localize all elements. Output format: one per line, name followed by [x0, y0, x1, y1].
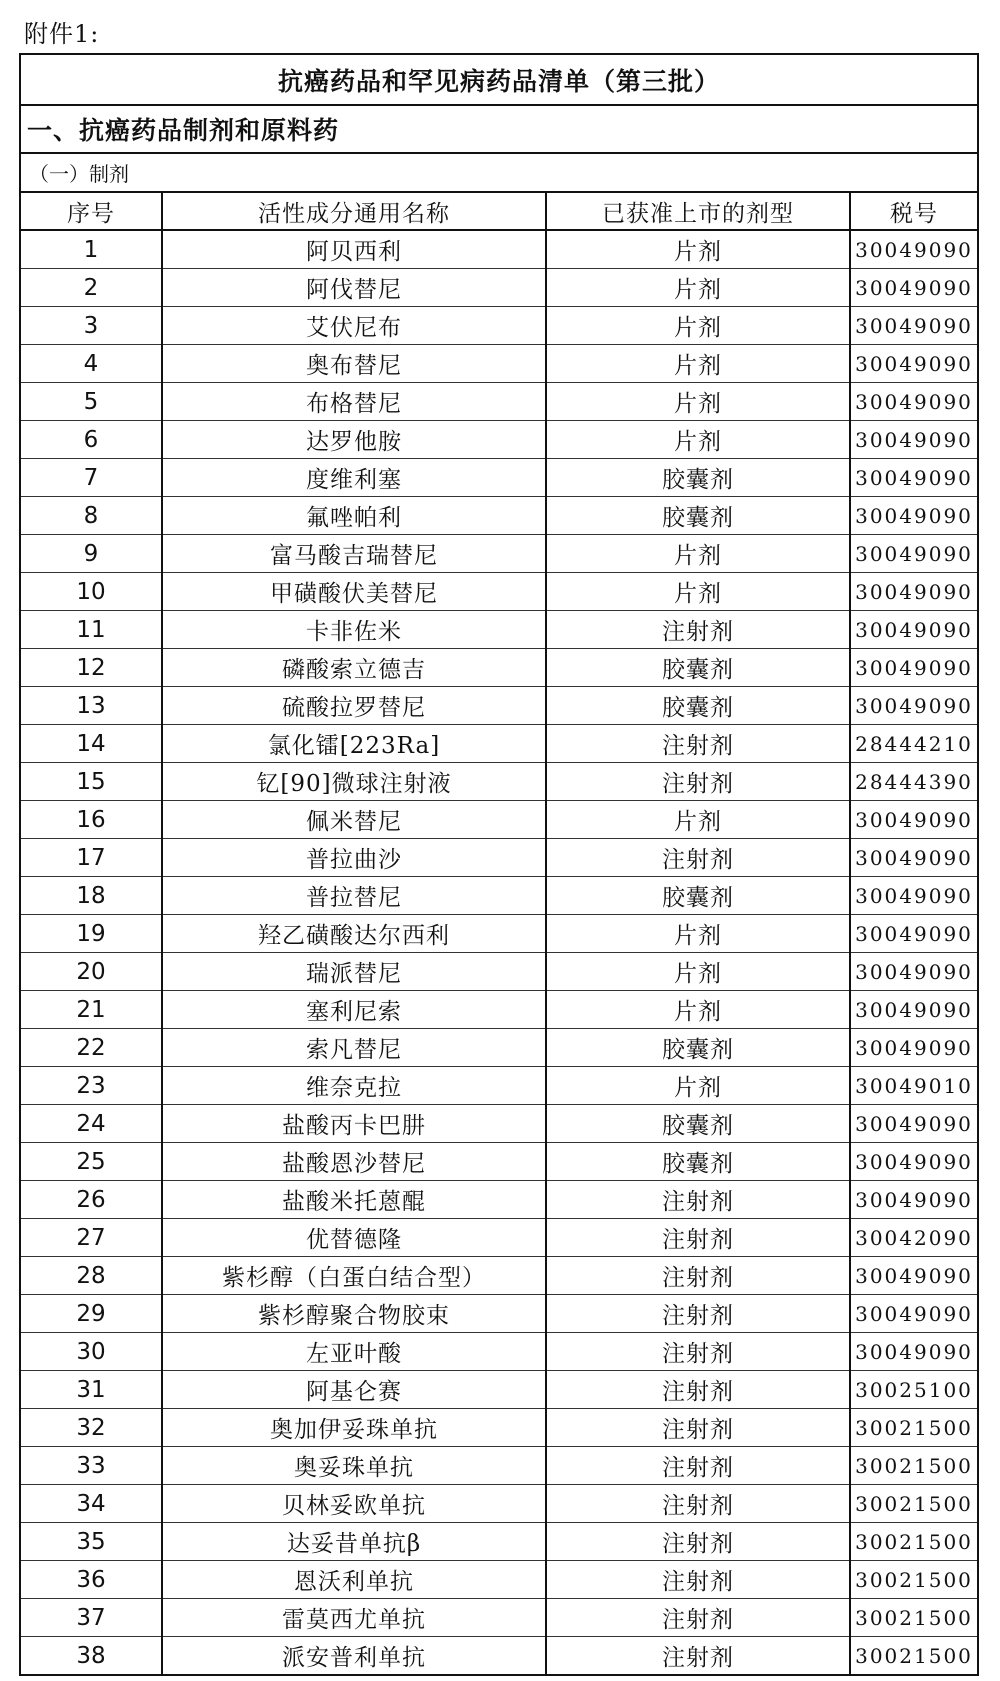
cell-dosage-form: 注射剂: [546, 763, 850, 801]
cell-no: 35: [21, 1523, 162, 1561]
cell-dosage-form: 片剂: [546, 991, 850, 1029]
cell-dosage-form: 注射剂: [546, 1485, 850, 1523]
cell-tax-code: 30049090: [850, 1181, 977, 1219]
drug-table: [21, 193, 977, 1674]
cell-active-ingredient: 维奈克拉: [162, 1067, 546, 1105]
cell-active-ingredient: 奥布替尼: [162, 345, 546, 383]
table-header-row: [21, 193, 977, 230]
cell-active-ingredient: 达妥昔单抗β: [162, 1523, 546, 1561]
table-row: [21, 1105, 977, 1143]
cell-dosage-form: 胶囊剂: [546, 1029, 850, 1067]
cell-dosage-form: 片剂: [546, 1067, 850, 1105]
cell-no: 22: [21, 1029, 162, 1067]
subsection-heading: （一）制剂: [21, 154, 977, 193]
table-row: [21, 839, 977, 877]
cell-no: 12: [21, 649, 162, 687]
cell-dosage-form: 片剂: [546, 535, 850, 573]
table-row: [21, 1143, 977, 1181]
cell-tax-code: 30049090: [850, 383, 977, 421]
table-row: [21, 1485, 977, 1523]
cell-dosage-form: 注射剂: [546, 1523, 850, 1561]
cell-dosage-form: 注射剂: [546, 611, 850, 649]
table-row: [21, 1447, 977, 1485]
cell-active-ingredient: 钇[90]微球注射液: [162, 763, 546, 801]
table-row: [21, 725, 977, 763]
table-row: [21, 1257, 977, 1295]
table-row: [21, 649, 977, 687]
cell-tax-code: 28444210: [850, 725, 977, 763]
drug-list-sheet: [19, 53, 979, 1676]
table-row: [21, 763, 977, 801]
cell-active-ingredient: 阿伐替尼: [162, 269, 546, 307]
cell-no: 1: [21, 230, 162, 269]
cell-no: 7: [21, 459, 162, 497]
cell-dosage-form: 注射剂: [546, 1561, 850, 1599]
cell-active-ingredient: 富马酸吉瑞替尼: [162, 535, 546, 573]
cell-tax-code: 30021500: [850, 1523, 977, 1561]
cell-tax-code: 30049010: [850, 1067, 977, 1105]
cell-tax-code: 30021500: [850, 1599, 977, 1637]
table-row: [21, 1523, 977, 1561]
cell-tax-code: 30021500: [850, 1561, 977, 1599]
attachment-label: 附件1:: [24, 20, 100, 48]
cell-active-ingredient: 雷莫西尤单抗: [162, 1599, 546, 1637]
cell-no: 2: [21, 269, 162, 307]
table-row: [21, 1637, 977, 1675]
cell-dosage-form: 注射剂: [546, 1257, 850, 1295]
table-row: [21, 269, 977, 307]
cell-active-ingredient: 盐酸恩沙替尼: [162, 1143, 546, 1181]
table-row: [21, 307, 977, 345]
cell-no: 16: [21, 801, 162, 839]
table-row: [21, 687, 977, 725]
cell-no: 24: [21, 1105, 162, 1143]
cell-no: 5: [21, 383, 162, 421]
table-row: [21, 1067, 977, 1105]
cell-tax-code: 30049090: [850, 1029, 977, 1067]
cell-dosage-form: 注射剂: [546, 725, 850, 763]
cell-tax-code: 30049090: [850, 953, 977, 991]
cell-dosage-form: 片剂: [546, 345, 850, 383]
table-row: [21, 915, 977, 953]
table-row: [21, 1409, 977, 1447]
cell-active-ingredient: 佩米替尼: [162, 801, 546, 839]
cell-tax-code: 30049090: [850, 687, 977, 725]
cell-dosage-form: 注射剂: [546, 1447, 850, 1485]
cell-dosage-form: 片剂: [546, 915, 850, 953]
table-row: [21, 801, 977, 839]
cell-active-ingredient: 普拉曲沙: [162, 839, 546, 877]
cell-no: 29: [21, 1295, 162, 1333]
cell-tax-code: 30049090: [850, 611, 977, 649]
cell-active-ingredient: 甲磺酸伏美替尼: [162, 573, 546, 611]
cell-dosage-form: 胶囊剂: [546, 687, 850, 725]
cell-tax-code: 30049090: [850, 1143, 977, 1181]
cell-tax-code: 30049090: [850, 1295, 977, 1333]
cell-no: 31: [21, 1371, 162, 1409]
cell-active-ingredient: 盐酸丙卡巴肼: [162, 1105, 546, 1143]
cell-tax-code: 30049090: [850, 991, 977, 1029]
column-header-name: 活性成分通用名称: [162, 193, 546, 230]
cell-tax-code: 30049090: [850, 649, 977, 687]
cell-active-ingredient: 瑞派替尼: [162, 953, 546, 991]
cell-no: 18: [21, 877, 162, 915]
table-row: [21, 497, 977, 535]
cell-active-ingredient: 卡非佐米: [162, 611, 546, 649]
cell-no: 20: [21, 953, 162, 991]
cell-active-ingredient: 羟乙磺酸达尔西利: [162, 915, 546, 953]
cell-no: 36: [21, 1561, 162, 1599]
cell-dosage-form: 注射剂: [546, 839, 850, 877]
cell-tax-code: 30049090: [850, 1257, 977, 1295]
cell-tax-code: 30021500: [850, 1485, 977, 1523]
cell-active-ingredient: 塞利尼索: [162, 991, 546, 1029]
table-row: [21, 1295, 977, 1333]
cell-dosage-form: 注射剂: [546, 1219, 850, 1257]
cell-dosage-form: 注射剂: [546, 1181, 850, 1219]
cell-tax-code: 30049090: [850, 497, 977, 535]
cell-tax-code: 30049090: [850, 421, 977, 459]
cell-tax-code: 30049090: [850, 915, 977, 953]
cell-no: 10: [21, 573, 162, 611]
cell-no: 27: [21, 1219, 162, 1257]
cell-no: 3: [21, 307, 162, 345]
cell-dosage-form: 片剂: [546, 383, 850, 421]
cell-no: 23: [21, 1067, 162, 1105]
table-row: [21, 1599, 977, 1637]
column-header-no: 序号: [21, 193, 162, 230]
cell-no: 21: [21, 991, 162, 1029]
cell-dosage-form: 注射剂: [546, 1333, 850, 1371]
table-row: [21, 230, 977, 269]
cell-no: 19: [21, 915, 162, 953]
table-row: [21, 877, 977, 915]
table-row: [21, 573, 977, 611]
cell-active-ingredient: 奥妥珠单抗: [162, 1447, 546, 1485]
cell-tax-code: 30042090: [850, 1219, 977, 1257]
cell-active-ingredient: 左亚叶酸: [162, 1333, 546, 1371]
cell-tax-code: 28444390: [850, 763, 977, 801]
cell-active-ingredient: 普拉替尼: [162, 877, 546, 915]
table-row: [21, 953, 977, 991]
cell-active-ingredient: 优替德隆: [162, 1219, 546, 1257]
cell-dosage-form: 片剂: [546, 573, 850, 611]
cell-dosage-form: 注射剂: [546, 1599, 850, 1637]
table-row: [21, 991, 977, 1029]
cell-no: 33: [21, 1447, 162, 1485]
cell-no: 17: [21, 839, 162, 877]
table-body: [21, 230, 977, 1674]
cell-active-ingredient: 达罗他胺: [162, 421, 546, 459]
table-row: [21, 611, 977, 649]
cell-no: 14: [21, 725, 162, 763]
cell-tax-code: 30049090: [850, 345, 977, 383]
cell-no: 4: [21, 345, 162, 383]
cell-active-ingredient: 硫酸拉罗替尼: [162, 687, 546, 725]
cell-tax-code: 30049090: [850, 573, 977, 611]
cell-tax-code: 30021500: [850, 1409, 977, 1447]
table-row: [21, 383, 977, 421]
cell-dosage-form: 注射剂: [546, 1409, 850, 1447]
cell-dosage-form: 片剂: [546, 953, 850, 991]
cell-no: 6: [21, 421, 162, 459]
cell-active-ingredient: 紫杉醇（白蛋白结合型）: [162, 1257, 546, 1295]
cell-tax-code: 30049090: [850, 307, 977, 345]
cell-tax-code: 30049090: [850, 1333, 977, 1371]
cell-dosage-form: 胶囊剂: [546, 459, 850, 497]
cell-dosage-form: 片剂: [546, 230, 850, 269]
table-row: [21, 1219, 977, 1257]
table-row: [21, 1029, 977, 1067]
cell-active-ingredient: 氯化镭[223Ra]: [162, 725, 546, 763]
cell-active-ingredient: 布格替尼: [162, 383, 546, 421]
table-row: [21, 345, 977, 383]
cell-active-ingredient: 盐酸米托蒽醌: [162, 1181, 546, 1219]
cell-no: 9: [21, 535, 162, 573]
cell-active-ingredient: 派安普利单抗: [162, 1637, 546, 1675]
cell-tax-code: 30025100: [850, 1371, 977, 1409]
table-row: [21, 1333, 977, 1371]
cell-active-ingredient: 索凡替尼: [162, 1029, 546, 1067]
list-title: 抗癌药品和罕见病药品清单（第三批）: [21, 55, 977, 106]
section-heading: 一、抗癌药品制剂和原料药: [21, 106, 977, 154]
table-row: [21, 1561, 977, 1599]
cell-no: 25: [21, 1143, 162, 1181]
cell-no: 26: [21, 1181, 162, 1219]
cell-no: 32: [21, 1409, 162, 1447]
cell-active-ingredient: 磷酸索立德吉: [162, 649, 546, 687]
cell-dosage-form: 胶囊剂: [546, 649, 850, 687]
cell-no: 37: [21, 1599, 162, 1637]
cell-no: 34: [21, 1485, 162, 1523]
cell-tax-code: 30049090: [850, 801, 977, 839]
cell-tax-code: 30049090: [850, 230, 977, 269]
cell-dosage-form: 片剂: [546, 421, 850, 459]
cell-no: 8: [21, 497, 162, 535]
table-row: [21, 535, 977, 573]
cell-active-ingredient: 度维利塞: [162, 459, 546, 497]
cell-tax-code: 30021500: [855, 1643, 973, 1668]
table-row: [21, 459, 977, 497]
cell-tax-code: 30049090: [850, 459, 977, 497]
cell-dosage-form: 胶囊剂: [546, 877, 850, 915]
cell-active-ingredient: 紫杉醇聚合物胶束: [162, 1295, 546, 1333]
cell-dosage-form: 片剂: [546, 269, 850, 307]
cell-dosage-form: 注射剂: [546, 1371, 850, 1409]
cell-no: 38: [21, 1637, 162, 1675]
cell-active-ingredient: 氟唑帕利: [162, 497, 546, 535]
column-header-tax: 税号: [850, 193, 977, 230]
cell-dosage-form: 胶囊剂: [546, 1105, 850, 1143]
cell-dosage-form: 片剂: [546, 307, 850, 345]
cell-no: 11: [21, 611, 162, 649]
cell-active-ingredient: 阿贝西利: [162, 230, 546, 269]
table-row: [21, 421, 977, 459]
cell-tax-code: 30049090: [850, 535, 977, 573]
cell-active-ingredient: 贝林妥欧单抗: [162, 1485, 546, 1523]
cell-tax-code: 30049090: [850, 839, 977, 877]
cell-no: 15: [21, 763, 162, 801]
cell-no: 30: [21, 1333, 162, 1371]
cell-tax-code: 30021500: [850, 1447, 977, 1485]
table-row: [21, 1371, 977, 1409]
cell-dosage-form: 注射剂: [546, 1295, 850, 1333]
cell-dosage-form: 片剂: [546, 801, 850, 839]
cell-active-ingredient: 阿基仑赛: [162, 1371, 546, 1409]
cell-active-ingredient: 恩沃利单抗: [162, 1561, 546, 1599]
cell-no: 13: [21, 687, 162, 725]
cell-active-ingredient: 奥加伊妥珠单抗: [162, 1409, 546, 1447]
cell-dosage-form: 胶囊剂: [546, 497, 850, 535]
cell-tax-code: 30049090: [850, 269, 977, 307]
cell-tax-code: 30049090: [850, 1105, 977, 1143]
cell-active-ingredient: 艾伏尼布: [162, 307, 546, 345]
cell-dosage-form: 胶囊剂: [546, 1143, 850, 1181]
table-row: [21, 1181, 977, 1219]
column-header-form: 已获准上市的剂型: [546, 193, 850, 230]
cell-tax-code: 30049090: [850, 877, 977, 915]
cell-dosage-form: 注射剂: [546, 1637, 850, 1675]
cell-no: 28: [21, 1257, 162, 1295]
